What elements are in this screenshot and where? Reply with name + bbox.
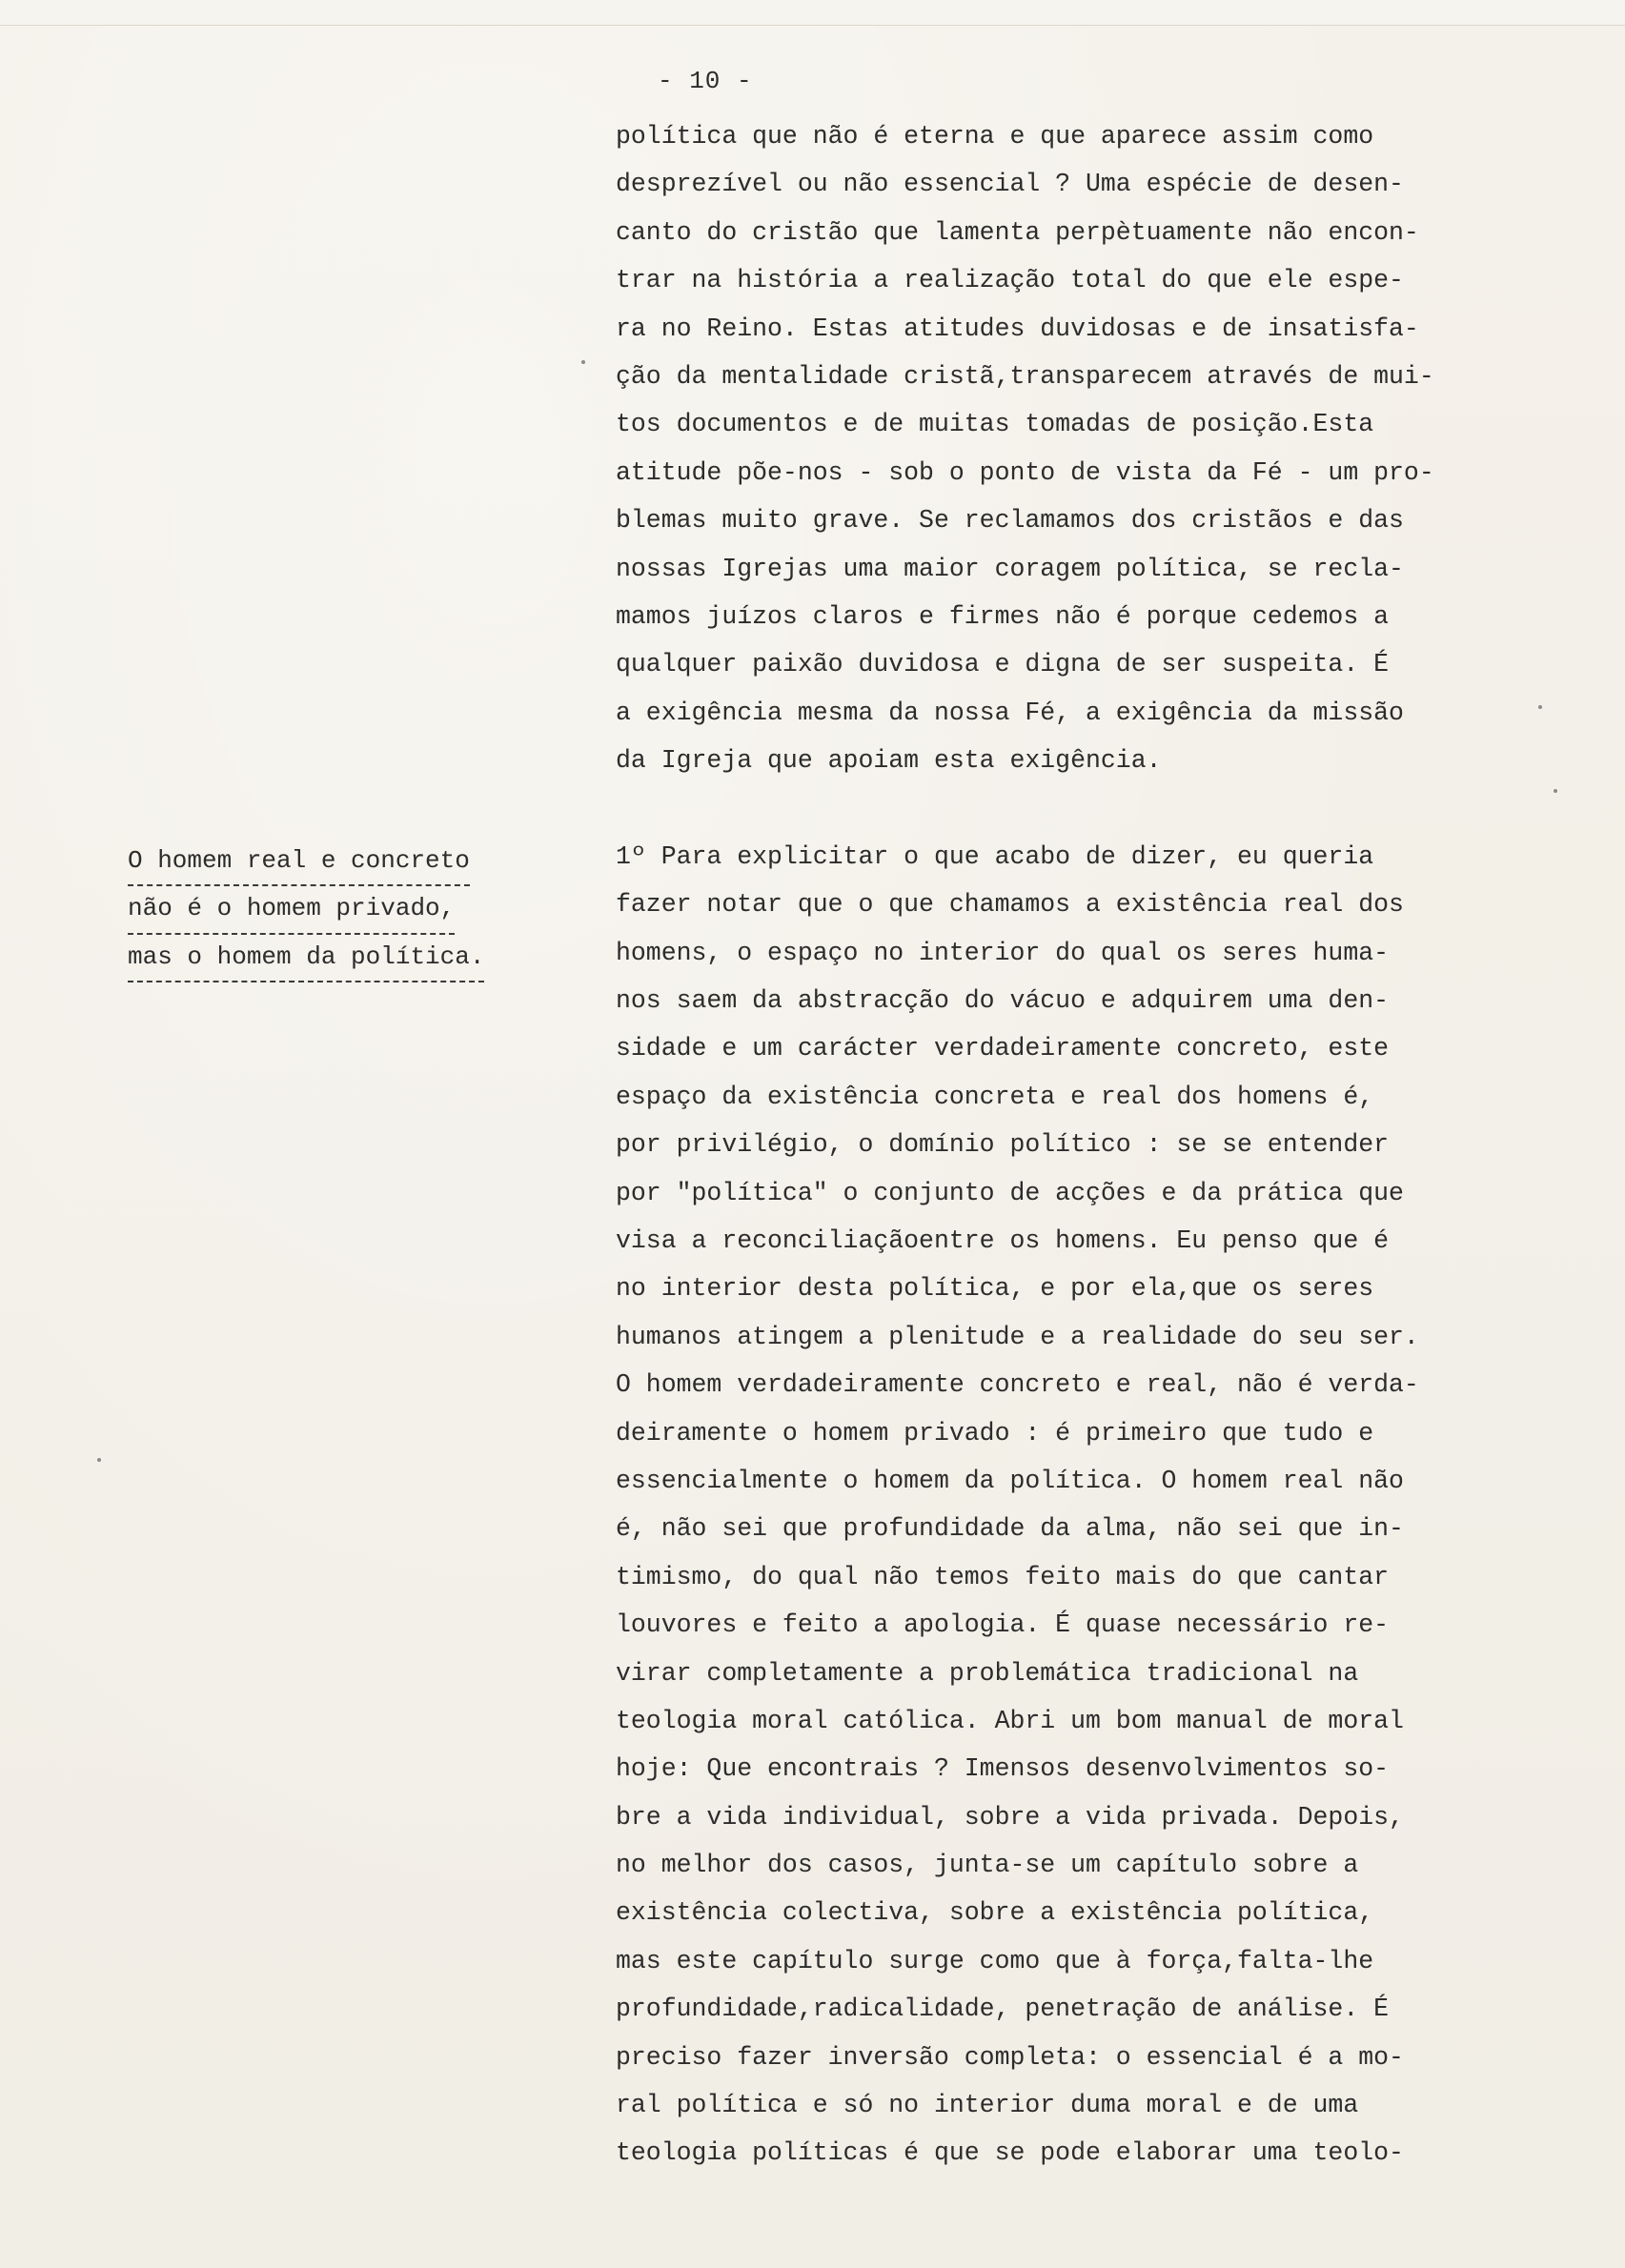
body-line: sidade e um carácter verdadeiramente concreto, este xyxy=(616,1034,1390,1063)
body-line: 1º Para explicitar o que acabo de dizer, eu queria xyxy=(616,841,1374,871)
body-line: política que não é eterna e que aparece assim como xyxy=(616,122,1374,151)
paper-top-edge xyxy=(0,0,1625,26)
body-line: por privilégio, o domínio político : se se entender xyxy=(616,1130,1390,1160)
body-line: canto do cristão que lamenta perpètuamente não encon- xyxy=(616,217,1419,247)
body-line: ção da mentalidade cristã,transparecem através de mui- xyxy=(616,361,1434,391)
paper-speck xyxy=(581,360,585,364)
body-line: deiramente o homem privado : é primeiro que tudo e xyxy=(616,1418,1374,1448)
page-number: - 10 - xyxy=(658,67,753,95)
body-line: fazer notar que o que chamamos a existência real dos xyxy=(616,890,1404,920)
margin-note-line-2: não é o homem privado, xyxy=(128,884,455,934)
body-line: timismo, do qual não temos feito mais do que cantar xyxy=(616,1562,1390,1591)
body-line: desprezível ou não essencial ? Uma espécie de desen- xyxy=(616,170,1404,199)
body-line: espaço da existência concreta e real dos homens é, xyxy=(616,1082,1374,1111)
margin-note-line-3: mas o homem da política. xyxy=(128,933,484,982)
body-line: trar na história a realização total do que ele espe- xyxy=(616,266,1404,295)
body-line: O homem verdadeiramente concreto e real, não é verda- xyxy=(616,1370,1419,1400)
body-line: qualquer paixão duvidosa e digna de ser suspeita. É xyxy=(616,650,1390,679)
body-line: no interior desta política, e por ela,que os seres xyxy=(616,1274,1374,1304)
body-line: profundidade,radicalidade, penetração de análise. É xyxy=(616,1995,1390,2024)
body-line: humanos atingem a plenitude e a realidade do seu ser. xyxy=(616,1322,1419,1351)
body-line: tos documentos e de muitas tomadas de posição.Esta xyxy=(616,410,1374,439)
body-line: visa a reconciliaçãoentre os homens. Eu penso que é xyxy=(616,1225,1390,1255)
body-text xyxy=(616,112,1569,2177)
body-line: preciso fazer inversão completa: o essencial é a mo- xyxy=(616,2042,1404,2072)
margin-note xyxy=(128,837,499,981)
body-line: no melhor dos casos, junta-se um capítulo sobre a xyxy=(616,1851,1359,1880)
paper-speck xyxy=(1538,705,1542,709)
body-line: mamos juízos claros e firmes não é porque cedemos a xyxy=(616,601,1390,631)
paper-speck xyxy=(97,1458,101,1462)
body-line: essencialmente o homem da política. O homem real não xyxy=(616,1466,1404,1495)
body-line: blemas muito grave. Se reclamamos dos cristãos e das xyxy=(616,506,1404,536)
body-line: bre a vida individual, sobre a vida privada. Depois, xyxy=(616,1802,1404,1832)
body-line: mas este capítulo surge como que à força,falta-lhe xyxy=(616,1946,1374,1975)
paragraph-gap xyxy=(616,784,1569,832)
body-line: nossas Igrejas uma maior coragem política, se recla- xyxy=(616,554,1404,583)
body-line: homens, o espaço no interior do qual os seres huma- xyxy=(616,938,1390,967)
paper-speck xyxy=(1554,789,1557,793)
body-line: por "política" o conjunto de acções e da prática que xyxy=(616,1178,1404,1207)
body-line: é, não sei que profundidade da alma, não sei que in- xyxy=(616,1514,1404,1544)
body-line: existência colectiva, sobre a existência política, xyxy=(616,1898,1374,1928)
margin-note-line-1: O homem real e concreto xyxy=(128,837,470,886)
body-line: hoje: Que encontrais ? Imensos desenvolvimentos so- xyxy=(616,1754,1390,1784)
body-line: da Igreja que apoiam esta exigência. xyxy=(616,746,1162,776)
body-line: louvores e feito a apologia. É quase necessário re- xyxy=(616,1610,1390,1640)
body-line: ral política e só no interior duma moral e de uma xyxy=(616,2091,1359,2120)
body-line: ra no Reino. Estas atitudes duvidosas e de insatisfa- xyxy=(616,314,1419,343)
body-line: atitude põe-nos - sob o ponto de vista da Fé - um pro- xyxy=(616,457,1434,487)
body-line: nos saem da abstracção do vácuo e adquirem uma den- xyxy=(616,986,1390,1016)
body-line: teologia moral católica. Abri um bom manual de moral xyxy=(616,1706,1404,1735)
body-line: teologia políticas é que se pode elaborar uma teolo- xyxy=(616,2138,1404,2168)
body-line: a exigência mesma da nossa Fé, a exigência da missão xyxy=(616,698,1404,727)
body-line: virar completamente a problemática tradicional na xyxy=(616,1658,1359,1688)
